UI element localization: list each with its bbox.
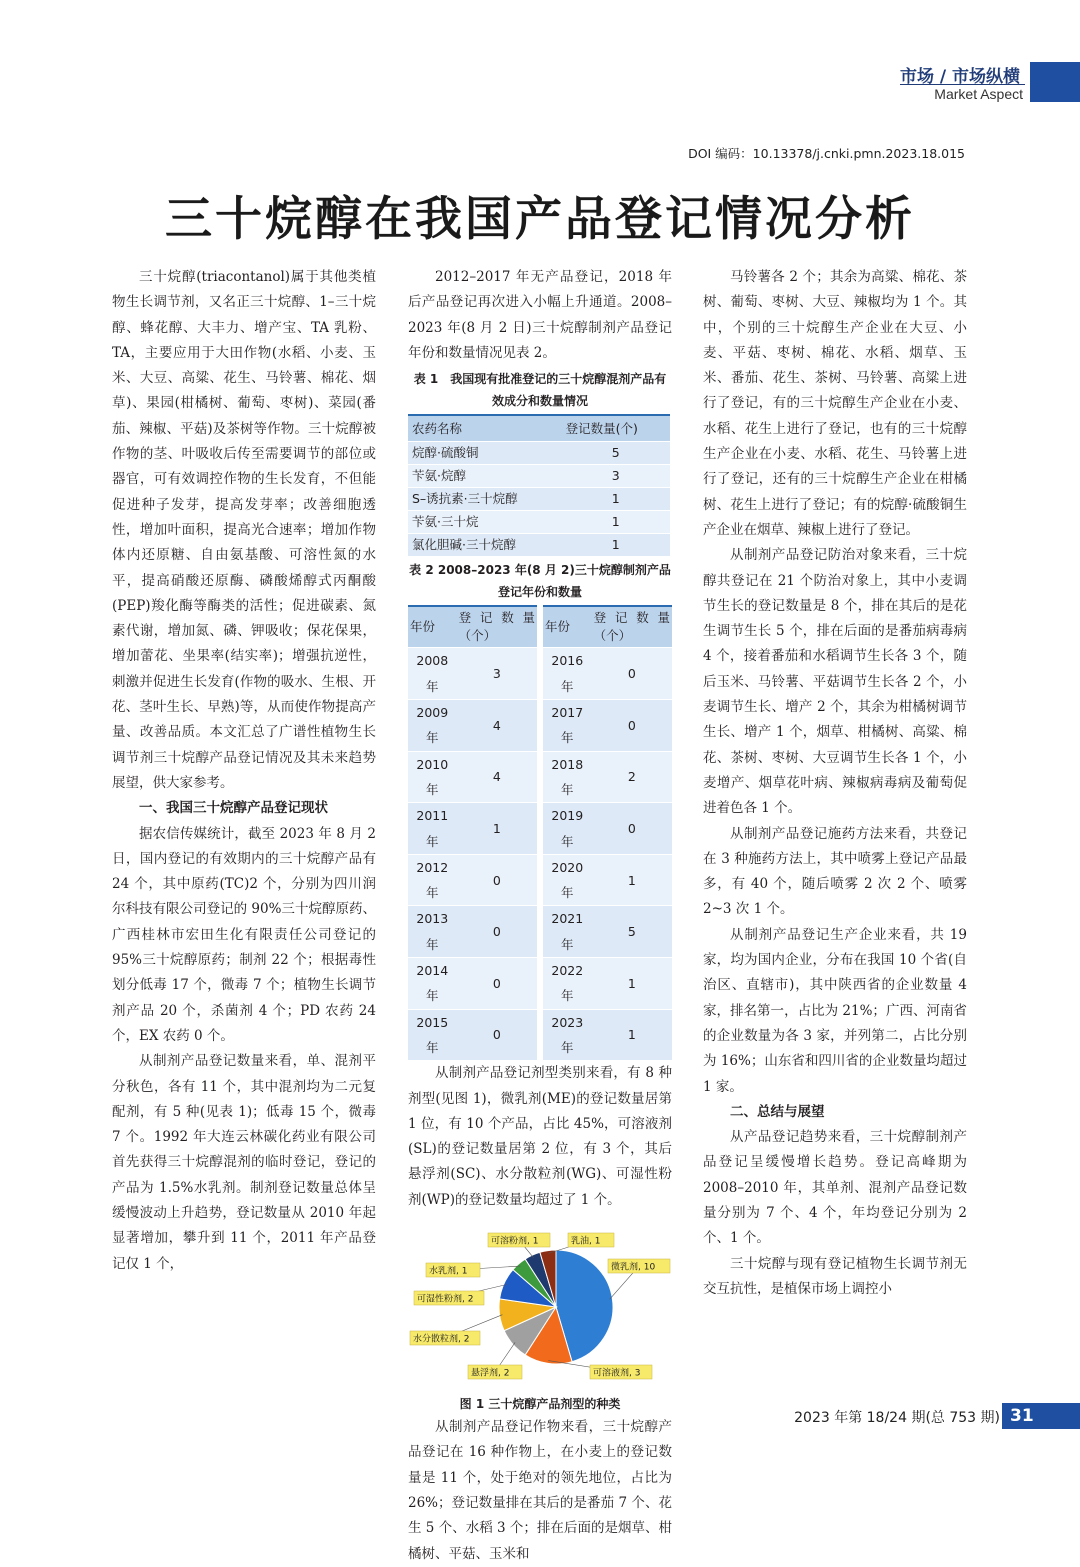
table-row	[408, 465, 670, 488]
cell-count: 0	[457, 1009, 537, 1061]
table-row	[408, 534, 670, 557]
cell-year: 2014 年	[408, 958, 457, 1010]
cell-count: 0	[592, 700, 672, 752]
paragraph: 从制剂产品登记施药方法来看，共登记在 3 种施药方法上，其中喷雾上登记产品最多，有 40 个，随后喷雾 2 次 2 个、喷雾 2~3 次 1 个。	[703, 825, 967, 918]
cell-count: 0	[592, 648, 672, 700]
table-row	[408, 442, 670, 465]
table-row	[408, 648, 537, 700]
table-row	[408, 511, 670, 534]
cell-year: 2022 年	[543, 958, 592, 1010]
table-header: 年份	[408, 606, 457, 648]
paragraph: 从产品登记趋势来看，三十烷醇制剂产品登记呈缓慢增长趋势。登记高峰期为 2008–2010 年，其单剂、混剂产品登记数量分别为 7 个、4 个，年均登记分别为 2 个、1 个。	[703, 1129, 967, 1247]
table-2	[408, 605, 672, 1061]
cell-count: 1	[592, 958, 672, 1010]
paragraph: 从制剂产品登记剂型类别来看，有 8 种剂型(见图 1)，微乳剂(ME)的登记数量居第 1 位，有 10 个产品，占比 45%，可溶液剂(SL)的登记数量居第 2 位，有 3 个，其后悬浮剂(SC)、水分散粒剂(WG)、可湿性粉剂(WP)的登记数量均超过了 1 个。	[408, 1065, 672, 1208]
column-1	[112, 265, 376, 1277]
pie-label: 水分散粒剂, 2	[413, 1334, 470, 1345]
cell-count: 4	[457, 700, 537, 752]
table-header: 登记数量（个）	[592, 606, 672, 648]
table-row	[408, 751, 537, 803]
paragraph: 2012–2017 年无产品登记，2018 年后产品登记再次进入小幅上升通道。2008–2023 年(8 月 2 日)三十烷醇制剂产品登记年份和数量情况见表 2。	[408, 269, 672, 361]
table-header: 农药名称	[408, 415, 562, 442]
table-row	[543, 648, 672, 700]
table-2-left	[408, 605, 537, 1061]
table-row	[408, 803, 537, 855]
cell-year: 2009 年	[408, 700, 457, 752]
table-header: 登记数量（个）	[457, 606, 537, 648]
paragraph: 马铃薯各 2 个；其余为高粱、棉花、茶树、葡萄、枣树、大豆、辣椒均为 1 个。其中，个别的三十烷醇生产企业在大豆、小麦、平菇、枣树、棉花、水稻、烟草、玉米、番茄、花生、茶树、马铃薯、高粱上进行了登记，有的三十烷醇生产企业在小麦、水稻、花生上进行了登记，也有的三十烷醇生产企业在小麦、水稻、花生、马铃薯上进行了登记，还有的三十烷醇生产企业在柑橘树、花生上进行了登记；有的烷醇·硫酸铜生产企业在烟草、辣椒上进行了登记。	[703, 269, 967, 538]
paragraph: 从制剂产品登记数量来看，单、混剂平分秋色，各有 11 个，其中混剂均为二元复配剂，有 5 种(见表 1)；低毒 15 个，微毒 7 个。1992 年大连云林碳化药业有限公司首先获得三十烷醇混剂的临时登记，登记的产品为 1.5%水乳剂。制剂登记数量总体呈缓慢波动上升趋势，登记数量从 2010 年起显著增加，攀升到 11 个，2011 年产品登记仅 1 个，	[112, 1053, 376, 1272]
paragraph: 三十烷醇与现有登记植物生长调节剂无交互抗性，是植保市场上调控小	[703, 1255, 967, 1297]
cell-name: 苄氨·烷醇	[408, 465, 562, 488]
table-row	[543, 854, 672, 906]
cell-name: 烷醇·硫酸铜	[408, 442, 562, 465]
cell-count: 1	[592, 854, 672, 906]
cell-count: 1	[562, 511, 670, 534]
table-row	[543, 803, 672, 855]
table-row	[408, 488, 670, 511]
paragraph: 从制剂产品登记作物来看，三十烷醇产品登记在 16 种作物上，在小麦上的登记数量是 11 个，处于绝对的领先地位，占比为 26%；登记数量排在其后的是番茄 7 个、花生 5 个、水稻 3 个；排在后面的是烟草、柑橘树、平菇、玉米和	[408, 1419, 672, 1562]
table-1	[408, 414, 670, 557]
pie-label: 可溶粉剂, 1	[491, 1236, 539, 1247]
cell-year: 2021 年	[543, 906, 592, 958]
section-heading: 二、总结与展望	[730, 1103, 825, 1120]
cell-year: 2008 年	[408, 648, 457, 700]
table-1-caption: 表 1 我国现有批准登记的三十烷醇混剂产品有效成分和数量情况	[413, 372, 667, 409]
figure-1	[408, 1227, 672, 1387]
cell-name: 氯化胆碱·三十烷醇	[408, 534, 562, 557]
cell-year: 2023 年	[543, 1009, 592, 1061]
doi: DOI 编码：10.13378/j.cnki.pmn.2023.18.015	[688, 146, 965, 161]
cell-year: 2011 年	[408, 803, 457, 855]
section-label-en: Market Aspect	[934, 86, 1023, 102]
cell-year: 2013 年	[408, 906, 457, 958]
cell-count: 0	[592, 803, 672, 855]
pie-label: 可溶液剂, 3	[593, 1368, 641, 1379]
cell-count: 4	[457, 751, 537, 803]
paragraph: 三十烷醇(triacontanol)属于其他类植物生长调节剂，又名正三十烷醇、1–三十烷醇、蜂花醇、大丰力、增产宝、TA 乳粉、TA，主要应用于大田作物(水稻、小麦、玉米、大豆、高粱、花生、马铃薯、棉花、烟草)、果园(柑橘树、葡萄、枣树)、菜园(番茄、辣椒、平菇)及茶树等作物。三十烷醇被作物的茎、叶吸收后传至需要调节的部位或器官，可有效调控作物的生长发育，不但能促进种子发芽，提高发芽率；改善细胞透性，增加叶面积，提高光合速率；增加作物体内还原糖、自由氨基酸、可溶性氮的水平，提高硝酸还原酶、磷酸烯醇式丙酮酸(PEP)羧化酶等酶类的活性；促进碳素、氮素代谢，增加氮、磷、钾吸收；保花保果，增加蕾花、坐果率(结实率)；增强抗逆性，刺激并促进生长发育(作物的吸水、生根、开花、茎叶生长、早熟)等，从而使作物提高产量、改善品质。本文汇总了广谱性植物生长调节剂三十烷醇产品登记情况及其未来趋势展望，供大家参考。	[112, 269, 376, 791]
pie-label: 微乳剂, 10	[611, 1262, 656, 1273]
pie-label: 水乳剂, 1	[429, 1266, 468, 1277]
cell-year: 2015 年	[408, 1009, 457, 1061]
cell-count: 1	[562, 488, 670, 511]
cell-count: 1	[457, 803, 537, 855]
paragraph: 据农信传媒统计，截至 2023 年 8 月 2 日，国内登记的有效期内的三十烷醇产品有 24 个，其中原药(TC)2 个，分别为四川润尔科技有限公司登记的 90%三十烷醇原药、广西桂林市宏田生化有限责任公司登记的 95%三十烷醇原药；制剂 22 个；根据毒性划分低毒 17 个，微毒 7 个；植物生长调节剂产品 20 个，杀菌剂 4 个；PD 农药 24 个，EX 农药 0 个。	[112, 825, 376, 1044]
cell-count: 5	[562, 442, 670, 465]
paragraph: 从制剂产品登记生产企业来看，共 19 家，均为国内企业，分布在我国 10 个省(自治区、直辖市)，其中陕西省的企业数量 4 家，排名第一，占比为 21%；广西、河南省的企业数量为各 3 家，并列第二，占比分别为 16%；山东省和四川省的企业数量均超过 1 家。	[703, 926, 967, 1095]
pie-label: 可湿性粉剂, 2	[417, 1294, 474, 1305]
page-number: 31	[1002, 1403, 1080, 1429]
table-row	[543, 1009, 672, 1061]
pie-chart	[408, 1227, 672, 1387]
cell-year: 2020 年	[543, 854, 592, 906]
table-2-right	[543, 605, 672, 1061]
table-row	[543, 700, 672, 752]
column-2	[408, 265, 672, 1567]
figure-1-caption: 图 1 三十烷醇产品剂型的种类	[459, 1397, 621, 1412]
cell-count: 0	[457, 854, 537, 906]
cell-year: 2017 年	[543, 700, 592, 752]
cell-year: 2016 年	[543, 648, 592, 700]
cell-name: S–诱抗素·三十烷醇	[408, 488, 562, 511]
table-row	[543, 906, 672, 958]
paragraph: 从制剂产品登记防治对象来看，三十烷醇共登记在 21 个防治对象上，其中小麦调节生长的登记数量是 8 个，排在其后的是花生调节生长 5 个，排在后面的是番茄病毒病 4 个，接着番茄和水稻调节生长各 3 个，随后玉米、马铃薯、平菇调节生长各 2 个，小麦调节生长、增产 2 个，其余为柑橘树调节生长、增产 1 个，烟草、柑橘树、高粱、棉花、茶树、枣树、大豆调节生长各 1 个，小麦增产、烟草花叶病、辣椒病毒病及葡萄促进着色各 1 个。	[703, 547, 967, 817]
table-row	[543, 751, 672, 803]
table-row	[408, 906, 537, 958]
table-row	[408, 958, 537, 1010]
cell-count: 1	[562, 534, 670, 557]
cell-count: 3	[562, 465, 670, 488]
cell-year: 2010 年	[408, 751, 457, 803]
cell-name: 苄氨·三十烷	[408, 511, 562, 534]
cell-count: 0	[457, 958, 537, 1010]
cell-count: 3	[457, 648, 537, 700]
section-heading: 一、我国三十烷醇产品登记现状	[139, 800, 328, 817]
cell-count: 2	[592, 751, 672, 803]
table-2-caption: 表 2 2008–2023 年(8 月 2)三十烷醇制剂产品登记年份和数量	[409, 563, 671, 600]
cell-year: 2018 年	[543, 751, 592, 803]
table-row	[408, 700, 537, 752]
pie-label: 乳油, 1	[571, 1236, 601, 1247]
article-title: 三十烷醇在我国产品登记情况分析	[165, 192, 915, 247]
table-header: 年份	[543, 606, 592, 648]
cell-count: 1	[592, 1009, 672, 1061]
pie-label: 悬浮剂, 2	[471, 1368, 510, 1379]
column-3	[703, 265, 967, 1302]
cell-count: 0	[457, 906, 537, 958]
table-row	[408, 1009, 537, 1061]
table-row	[408, 854, 537, 906]
issue-info: 2023 年第 18/24 期(总 753 期)	[794, 1410, 1000, 1426]
cell-count: 5	[592, 906, 672, 958]
cell-year: 2012 年	[408, 854, 457, 906]
table-row	[543, 958, 672, 1010]
header-divider	[900, 84, 1025, 85]
section-label: 市场 / 市场纵横	[899, 67, 1020, 87]
cell-year: 2019 年	[543, 803, 592, 855]
header-color-block	[1030, 62, 1080, 102]
table-header: 登记数量(个)	[562, 415, 670, 442]
